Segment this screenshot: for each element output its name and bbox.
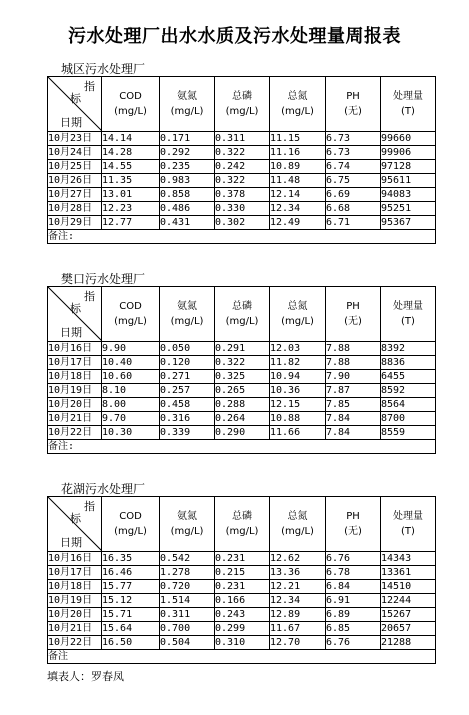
plant-name: 樊口污水处理厂: [61, 272, 146, 286]
value-cell-nh3: 1.514: [160, 594, 215, 608]
value-cell-tp: 0.299: [215, 622, 270, 636]
table-row: [48, 370, 436, 384]
date-cell: 10月16日: [48, 552, 102, 566]
value-cell-nh3: 0.292: [160, 146, 215, 160]
value-cell-nh3: 0.316: [160, 412, 215, 426]
value-cell-nh3: 0.983: [160, 174, 215, 188]
diagonal-header-cell: [48, 77, 102, 132]
value-cell-tp: 0.243: [215, 608, 270, 622]
col-header-ph: [326, 287, 381, 342]
table-row: [48, 174, 436, 188]
date-cell: 10月22日: [48, 426, 102, 440]
value-cell-tn: 11.16: [270, 146, 326, 160]
note-cell: 备注: [48, 650, 436, 664]
table-row: [48, 566, 436, 580]
value-cell-ph: 6.73: [326, 146, 381, 160]
quality-table: [47, 286, 436, 454]
value-cell-cod: 15.64: [102, 622, 160, 636]
value-cell-nh3: 0.339: [160, 426, 215, 440]
value-cell-tn: 11.15: [270, 132, 326, 146]
table-row: [48, 132, 436, 146]
value-cell-vol: 14343: [381, 552, 436, 566]
col-header-total-nitrogen: [270, 287, 326, 342]
value-cell-tn: 12.21: [270, 580, 326, 594]
value-cell-tn: 12.34: [270, 202, 326, 216]
col-header-unit: (mg/L): [225, 106, 259, 117]
value-cell-nh3: 0.504: [160, 636, 215, 650]
col-header-name: 处理量: [393, 91, 423, 102]
value-cell-ph: 6.85: [326, 622, 381, 636]
value-cell-tp: 0.322: [215, 174, 270, 188]
date-cell: 10月29日: [48, 216, 102, 230]
col-header-unit: (T): [401, 106, 415, 117]
value-cell-tn: 12.62: [270, 552, 326, 566]
date-cell: 10月27日: [48, 188, 102, 202]
value-cell-tn: 12.34: [270, 594, 326, 608]
value-cell-cod: 15.12: [102, 594, 160, 608]
col-header-unit: (无): [344, 316, 362, 327]
value-cell-ph: 7.84: [326, 412, 381, 426]
date-cell: 10月19日: [48, 594, 102, 608]
col-header-volume: [381, 77, 436, 132]
table-row: [48, 342, 436, 356]
date-cell: 10月23日: [48, 132, 102, 146]
plant-name: 城区污水处理厂: [61, 62, 146, 76]
value-cell-tp: 0.166: [215, 594, 270, 608]
value-cell-nh3: 0.120: [160, 356, 215, 370]
value-cell-cod: 10.40: [102, 356, 160, 370]
diag-label-indicator: 指: [84, 290, 95, 303]
table-row: [48, 608, 436, 622]
col-header-total-nitrogen: [270, 77, 326, 132]
value-cell-ph: 6.89: [326, 608, 381, 622]
value-cell-tn: 11.66: [270, 426, 326, 440]
value-cell-tp: 0.288: [215, 398, 270, 412]
date-cell: 10月19日: [48, 384, 102, 398]
note-cell: 备注:: [48, 440, 436, 454]
table-row: [48, 580, 436, 594]
value-cell-vol: 95611: [381, 174, 436, 188]
col-header-total-phosphorus: [215, 77, 270, 132]
value-cell-tp: 0.290: [215, 426, 270, 440]
table-row: [48, 384, 436, 398]
value-cell-nh3: 0.858: [160, 188, 215, 202]
value-cell-cod: 14.14: [102, 132, 160, 146]
col-header-name: 总磷: [232, 511, 252, 522]
table-row: [48, 636, 436, 650]
value-cell-tp: 0.302: [215, 216, 270, 230]
date-cell: 10月28日: [48, 202, 102, 216]
col-header-name: 总磷: [232, 301, 252, 312]
value-cell-tp: 0.265: [215, 384, 270, 398]
value-cell-cod: 12.77: [102, 216, 160, 230]
diag-label-date: 日期: [60, 326, 82, 339]
table-row: [48, 146, 436, 160]
col-header-name: PH: [346, 91, 360, 102]
col-header-unit: (mg/L): [114, 106, 147, 117]
date-cell: 10月21日: [48, 412, 102, 426]
value-cell-nh3: 0.720: [160, 580, 215, 594]
value-cell-cod: 10.30: [102, 426, 160, 440]
col-header-cod: [102, 287, 160, 342]
value-cell-cod: 8.10: [102, 384, 160, 398]
value-cell-tp: 0.325: [215, 370, 270, 384]
value-cell-cod: 16.46: [102, 566, 160, 580]
value-cell-nh3: 0.311: [160, 608, 215, 622]
value-cell-vol: 8592: [381, 384, 436, 398]
col-header-ammonia: [160, 497, 215, 552]
value-cell-cod: 15.77: [102, 580, 160, 594]
col-header-ph: [326, 77, 381, 132]
value-cell-nh3: 0.271: [160, 370, 215, 384]
value-cell-ph: 6.75: [326, 174, 381, 188]
col-header-name: COD: [119, 511, 142, 522]
note-row: [48, 230, 436, 244]
value-cell-ph: 6.91: [326, 594, 381, 608]
diag-label-indicator: 指: [84, 500, 95, 513]
col-header-name: COD: [119, 91, 142, 102]
value-cell-ph: 7.85: [326, 398, 381, 412]
note-cell: 备注:: [48, 230, 436, 244]
value-cell-tn: 11.67: [270, 622, 326, 636]
value-cell-tp: 0.322: [215, 146, 270, 160]
value-cell-tn: 10.89: [270, 160, 326, 174]
col-header-unit: (T): [401, 526, 415, 537]
value-cell-cod: 14.28: [102, 146, 160, 160]
col-header-unit: (T): [401, 316, 415, 327]
table-row: [48, 594, 436, 608]
diag-label-date: 日期: [60, 536, 82, 549]
table-row: [48, 216, 436, 230]
value-cell-vol: 8564: [381, 398, 436, 412]
col-header-cod: [102, 77, 160, 132]
value-cell-tn: 10.88: [270, 412, 326, 426]
value-cell-tn: 10.94: [270, 370, 326, 384]
value-cell-ph: 7.84: [326, 426, 381, 440]
table-row: [48, 552, 436, 566]
value-cell-tp: 0.264: [215, 412, 270, 426]
col-header-unit: (mg/L): [170, 526, 204, 537]
value-cell-nh3: 0.486: [160, 202, 215, 216]
value-cell-vol: 15267: [381, 608, 436, 622]
value-cell-cod: 9.90: [102, 342, 160, 356]
date-cell: 10月21日: [48, 622, 102, 636]
value-cell-tn: 12.89: [270, 608, 326, 622]
value-cell-vol: 94083: [381, 188, 436, 202]
value-cell-vol: 8836: [381, 356, 436, 370]
date-cell: 10月22日: [48, 636, 102, 650]
value-cell-tp: 0.311: [215, 132, 270, 146]
date-cell: 10月25日: [48, 160, 102, 174]
table-row: [48, 160, 436, 174]
value-cell-nh3: 0.431: [160, 216, 215, 230]
date-cell: 10月16日: [48, 342, 102, 356]
value-cell-nh3: 1.278: [160, 566, 215, 580]
value-cell-ph: 6.76: [326, 636, 381, 650]
col-header-total-phosphorus: [215, 287, 270, 342]
col-header-name: 氨氮: [177, 91, 197, 102]
value-cell-tn: 13.36: [270, 566, 326, 580]
col-header-unit: (mg/L): [170, 316, 204, 327]
value-cell-ph: 6.71: [326, 216, 381, 230]
value-cell-ph: 6.84: [326, 580, 381, 594]
value-cell-ph: 7.88: [326, 342, 381, 356]
col-header-name: 总氮: [287, 91, 308, 102]
value-cell-vol: 21288: [381, 636, 436, 650]
report-title: 污水处理厂出水水质及污水处理量周报表: [68, 26, 401, 47]
value-cell-tn: 12.03: [270, 342, 326, 356]
value-cell-cod: 8.00: [102, 398, 160, 412]
value-cell-ph: 6.73: [326, 132, 381, 146]
value-cell-tn: 12.14: [270, 188, 326, 202]
value-cell-cod: 15.71: [102, 608, 160, 622]
col-header-unit: (mg/L): [281, 526, 314, 537]
col-header-unit: (mg/L): [281, 316, 314, 327]
value-cell-vol: 8392: [381, 342, 436, 356]
col-header-unit: (mg/L): [225, 316, 259, 327]
date-cell: 10月17日: [48, 566, 102, 580]
col-header-unit: (无): [344, 526, 362, 537]
value-cell-nh3: 0.050: [160, 342, 215, 356]
value-cell-tn: 10.36: [270, 384, 326, 398]
plant-name: 花湖污水处理厂: [61, 482, 146, 496]
value-cell-nh3: 0.235: [160, 160, 215, 174]
value-cell-tp: 0.310: [215, 636, 270, 650]
value-cell-vol: 99660: [381, 132, 436, 146]
value-cell-tn: 11.48: [270, 174, 326, 188]
col-header-unit: (无): [344, 106, 362, 117]
value-cell-tn: 12.49: [270, 216, 326, 230]
col-header-volume: [381, 287, 436, 342]
col-header-unit: (mg/L): [170, 106, 204, 117]
value-cell-vol: 95367: [381, 216, 436, 230]
value-cell-tn: 11.82: [270, 356, 326, 370]
date-cell: 10月26日: [48, 174, 102, 188]
value-cell-ph: 7.87: [326, 384, 381, 398]
note-row: [48, 440, 436, 454]
col-header-cod: [102, 497, 160, 552]
table-row: [48, 356, 436, 370]
diag-label-mark: 标: [70, 302, 81, 315]
table-row: [48, 188, 436, 202]
col-header-ammonia: [160, 77, 215, 132]
col-header-volume: [381, 497, 436, 552]
col-header-name: 处理量: [393, 511, 423, 522]
diagonal-header-cell: [48, 287, 102, 342]
header-row: [48, 497, 436, 552]
col-header-ph: [326, 497, 381, 552]
col-header-ammonia: [160, 287, 215, 342]
date-cell: 10月18日: [48, 580, 102, 594]
value-cell-ph: 6.74: [326, 160, 381, 174]
table-row: [48, 202, 436, 216]
diag-label-indicator: 指: [84, 80, 95, 93]
value-cell-ph: 6.78: [326, 566, 381, 580]
value-cell-tp: 0.291: [215, 342, 270, 356]
value-cell-vol: 12244: [381, 594, 436, 608]
value-cell-nh3: 0.257: [160, 384, 215, 398]
value-cell-tp: 0.322: [215, 356, 270, 370]
col-header-name: 处理量: [393, 301, 423, 312]
value-cell-cod: 9.70: [102, 412, 160, 426]
col-header-total-nitrogen: [270, 497, 326, 552]
col-header-name: 总氮: [287, 511, 308, 522]
value-cell-tp: 0.330: [215, 202, 270, 216]
value-cell-tn: 12.15: [270, 398, 326, 412]
col-header-name: 总磷: [232, 91, 252, 102]
value-cell-cod: 13.01: [102, 188, 160, 202]
value-cell-tp: 0.231: [215, 580, 270, 594]
value-cell-tp: 0.215: [215, 566, 270, 580]
table-row: [48, 398, 436, 412]
value-cell-vol: 97128: [381, 160, 436, 174]
value-cell-cod: 14.55: [102, 160, 160, 174]
value-cell-cod: 11.35: [102, 174, 160, 188]
value-cell-cod: 16.50: [102, 636, 160, 650]
value-cell-cod: 16.35: [102, 552, 160, 566]
table-row: [48, 622, 436, 636]
diag-label-mark: 标: [70, 512, 81, 525]
col-header-unit: (mg/L): [114, 526, 147, 537]
value-cell-vol: 95251: [381, 202, 436, 216]
value-cell-ph: 6.68: [326, 202, 381, 216]
col-header-name: 氨氮: [177, 301, 197, 312]
value-cell-ph: 7.90: [326, 370, 381, 384]
value-cell-vol: 6455: [381, 370, 436, 384]
value-cell-vol: 8559: [381, 426, 436, 440]
value-cell-ph: 7.88: [326, 356, 381, 370]
col-header-unit: (mg/L): [225, 526, 259, 537]
col-header-name: 氨氮: [177, 511, 197, 522]
table-row: [48, 426, 436, 440]
value-cell-nh3: 0.542: [160, 552, 215, 566]
value-cell-vol: 20657: [381, 622, 436, 636]
value-cell-vol: 14510: [381, 580, 436, 594]
diagonal-header-cell: [48, 497, 102, 552]
filler-signature: 填表人：罗春凤: [47, 670, 124, 683]
header-row: [48, 287, 436, 342]
value-cell-cod: 10.60: [102, 370, 160, 384]
col-header-total-phosphorus: [215, 497, 270, 552]
value-cell-tn: 12.70: [270, 636, 326, 650]
table-row: [48, 412, 436, 426]
value-cell-nh3: 0.458: [160, 398, 215, 412]
value-cell-ph: 6.76: [326, 552, 381, 566]
quality-table: [47, 496, 436, 664]
value-cell-vol: 8700: [381, 412, 436, 426]
date-cell: 10月18日: [48, 370, 102, 384]
col-header-unit: (mg/L): [114, 316, 147, 327]
col-header-name: 总氮: [287, 301, 308, 312]
quality-table: [47, 76, 436, 244]
diag-label-mark: 标: [70, 92, 81, 105]
value-cell-vol: 13361: [381, 566, 436, 580]
value-cell-vol: 99906: [381, 146, 436, 160]
col-header-name: PH: [346, 511, 360, 522]
date-cell: 10月17日: [48, 356, 102, 370]
date-cell: 10月20日: [48, 398, 102, 412]
col-header-name: PH: [346, 301, 360, 312]
date-cell: 10月24日: [48, 146, 102, 160]
value-cell-tp: 0.231: [215, 552, 270, 566]
col-header-name: COD: [119, 301, 142, 312]
value-cell-tp: 0.378: [215, 188, 270, 202]
value-cell-cod: 12.23: [102, 202, 160, 216]
value-cell-nh3: 0.171: [160, 132, 215, 146]
value-cell-ph: 6.69: [326, 188, 381, 202]
date-cell: 10月20日: [48, 608, 102, 622]
value-cell-nh3: 0.700: [160, 622, 215, 636]
col-header-unit: (mg/L): [281, 106, 314, 117]
value-cell-tp: 0.242: [215, 160, 270, 174]
diag-label-date: 日期: [60, 116, 82, 129]
note-row: [48, 650, 436, 664]
header-row: [48, 77, 436, 132]
